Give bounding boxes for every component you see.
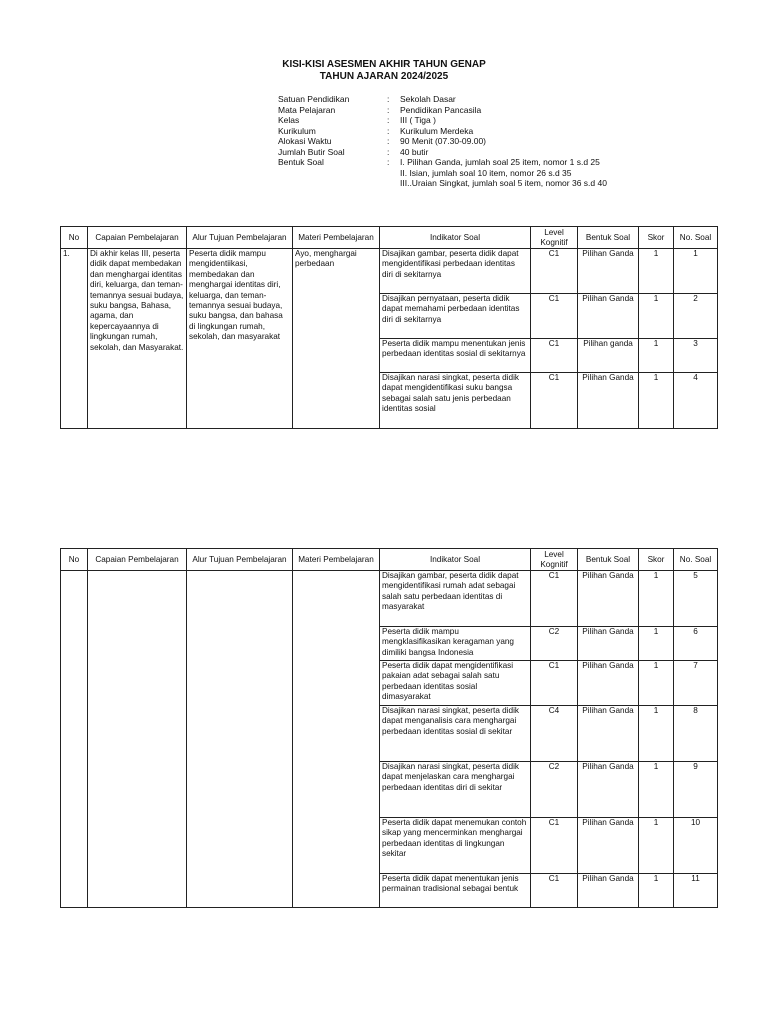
cell-nosoal: 3 [674,339,718,373]
info-label: Kurikulum [278,125,316,136]
info-row [278,115,607,126]
cell-nosoal: 4 [674,373,718,429]
cell-nosoal: 6 [674,627,718,661]
info-value: Pendidikan Pancasila [400,104,482,115]
info-label: Alokasi Waktu [278,136,332,146]
cell-level: C1 [531,874,578,908]
cell-skor: 1 [639,762,674,818]
info-value [400,157,607,189]
cell-nosoal: 10 [674,818,718,874]
cell-level: C2 [531,762,578,818]
cell-materi: Ayo, menghargai perbedaan [293,249,380,429]
cell-no [61,571,88,908]
cell-level: C1 [531,661,578,706]
document-subtitle: TAHUN AJARAN 2024/2025 [319,71,449,82]
cell-indikator: Peserta didik mampu menentukan jenis perbedaan identitas sosial di sekitarnya [380,339,531,373]
info-colon: : [387,104,390,115]
cell-nosoal: 8 [674,706,718,762]
info-colon: : [387,146,390,157]
cell-nosoal: 2 [674,294,718,339]
info-row [278,126,607,137]
col-header-no: No [61,549,88,571]
info-label: Bentuk Soal [278,157,324,167]
info-value: 90 Menit (07.30-09.00) [400,136,486,146]
info-colon: : [387,136,390,146]
kisi-kisi-table-2 [60,548,718,908]
info-colon: : [387,157,390,167]
table-row [61,571,718,627]
cell-bentuk: Pilihan Ganda [578,627,639,661]
col-header-atp: Alur Tujuan Pembelajaran [187,549,293,571]
table-header-row [61,227,718,249]
info-label: Kelas [278,115,300,125]
info-row [278,157,607,189]
col-header-nosoal: No. Soal [674,227,718,249]
cell-materi [293,571,380,908]
cell-bentuk: Pilihan Ganda [578,373,639,429]
col-header-no: No [61,227,88,249]
cell-level: C1 [531,294,578,339]
cell-nosoal: 7 [674,661,718,706]
cell-bentuk: Pilihan Ganda [578,706,639,762]
cell-bentuk: Pilihan Ganda [578,661,639,706]
cell-nosoal: 9 [674,762,718,818]
cell-indikator: Disajikan narasi singkat, peserta didik dapat mengidentifikasi suku bangsa sebagai salah satu jenis perbedaan identitas sosial [380,373,531,429]
info-label: Mata Pelajaran [278,104,336,115]
info-row [278,136,607,147]
cell-skor: 1 [639,571,674,627]
cell-nosoal: 1 [674,249,718,294]
table-header-row [61,549,718,571]
cell-skor: 1 [639,874,674,908]
cell-indikator: Disajikan gambar, peserta didik dapat mengidentifikasi perbedaan identitas diri di sekitarnya [380,249,531,294]
col-header-indikator: Indikator Soal [380,227,531,249]
col-header-nosoal: No. Soal [674,549,718,571]
cell-bentuk: Pilihan Ganda [578,571,639,627]
col-header-bentuk: Bentuk Soal [578,549,639,571]
cell-skor: 1 [639,661,674,706]
cell-level: C1 [531,571,578,627]
table-row [61,249,718,294]
cell-bentuk: Pilihan Ganda [578,249,639,294]
cell-skor: 1 [639,818,674,874]
cell-bentuk: Pilihan Ganda [578,818,639,874]
cell-level: C1 [531,249,578,294]
cell-indikator: Peserta didik mampu mengklasifikasikan keragaman yang dimiliki bangsa Indonesia [380,627,531,661]
cell-skor: 1 [639,294,674,339]
cell-bentuk: Pilihan Ganda [578,874,639,908]
info-value: III ( Tiga ) [400,115,436,125]
info-value: 40 butir [400,146,429,157]
cell-skor: 1 [639,373,674,429]
cell-capaian [88,571,187,908]
cell-level: C4 [531,706,578,762]
col-header-materi: Materi Pembelajaran [293,227,380,249]
cell-level: C1 [531,339,578,373]
info-row [278,147,607,158]
col-header-cp: Capaian Pembelajaran [88,549,187,571]
col-header-level: Level Kognitif [531,227,578,249]
cell-level: C1 [531,818,578,874]
info-label: Satuan Pendidikan [278,94,350,104]
cell-alur-tujuan: Peserta didik mampu mengidentiikasi, membedakan dan menghargai identitas diri, keluarga, dan teman-temannya sesuai budaya, suku bangsa, dan bahasa di lingkungan rumah, sekolah, dan masyarakat [187,249,293,429]
info-block [278,94,607,189]
cell-nosoal: 5 [674,571,718,627]
cell-indikator: Disajikan narasi singkat, peserta didik dapat menjelaskan cara menghargai perbedaan identitas diri di sekitar [380,762,531,818]
col-header-materi: Materi Pembelajaran [293,549,380,571]
cell-indikator: Disajikan narasi singkat, peserta didik dapat menganalisis cara menghargai perbedaan identitas sosial di sekitar [380,706,531,762]
bentuk-soal-line: III..Uraian Singkat, jumlah soal 5 item, nomor 36 s.d 40 [400,178,607,188]
kisi-kisi-table-1 [60,226,718,429]
info-row [278,105,607,116]
cell-indikator: Peserta didik dapat menemukan contoh sikap yang mencerminkan menghargai perbedaan identitas di lingkungan sekitar [380,818,531,874]
col-header-cp: Capaian Pembelajaran [88,227,187,249]
col-header-level: Level Kognitif [531,549,578,571]
info-value: Kurikulum Merdeka [400,125,474,136]
cell-bentuk: Pilihan Ganda [578,762,639,818]
cell-skor: 1 [639,706,674,762]
cell-nosoal: 11 [674,874,718,908]
document-title: KISI-KISI ASESMEN AKHIR TAHUN GENAP [282,59,486,70]
col-header-bentuk: Bentuk Soal [578,227,639,249]
info-row [278,94,607,105]
cell-indikator: Peserta didik dapat menentukan jenis permainan tradisional sebagai bentuk [380,874,531,908]
col-header-skor: Skor [639,227,674,249]
cell-skor: 1 [639,627,674,661]
info-colon: : [387,125,390,136]
cell-bentuk: Pilihan ganda [578,339,639,373]
col-header-skor: Skor [639,549,674,571]
info-value: Sekolah Dasar [400,94,456,104]
cell-no: 1. [61,249,88,429]
cell-indikator: Peserta didik dapat mengidentifikasi pakaian adat sebagai salah satu perbedaan identitas sosial dimasyarakat [380,661,531,706]
cell-capaian: Di akhir kelas III, peserta didik dapat membedakan dan menghargai identitas diri, keluarga, dan teman-temannya sesuai budaya, suku bangsa, Bahasa, agama, dan kepercayaannya di lingkungan rumah, sekolah, dan Masyarakat. [88,249,187,429]
cell-indikator: Disajikan gambar, peserta didik dapat mengidentifikasi rumah adat sebagai salah satu perbedaan identitas di masyarakat [380,571,531,627]
info-label: Jumlah Butir Soal [278,146,345,157]
cell-bentuk: Pilihan Ganda [578,294,639,339]
bentuk-soal-line: II. Isian, jumlah soal 10 item, nomor 26 s.d 35 [400,167,572,178]
cell-skor: 1 [639,249,674,294]
cell-alur-tujuan [187,571,293,908]
col-header-atp: Alur Tujuan Pembelajaran [187,227,293,249]
info-colon: : [387,115,390,125]
cell-indikator: Disajikan pernyataan, peserta didik dapat memahami perbedaan identitas diri di sekitarnya [380,294,531,339]
cell-level: C2 [531,627,578,661]
cell-skor: 1 [639,339,674,373]
bentuk-soal-line: I. Pilihan Ganda, jumlah soal 25 item, nomor 1 s.d 25 [400,157,600,167]
col-header-indikator: Indikator Soal [380,549,531,571]
cell-level: C1 [531,373,578,429]
info-colon: : [387,94,390,104]
